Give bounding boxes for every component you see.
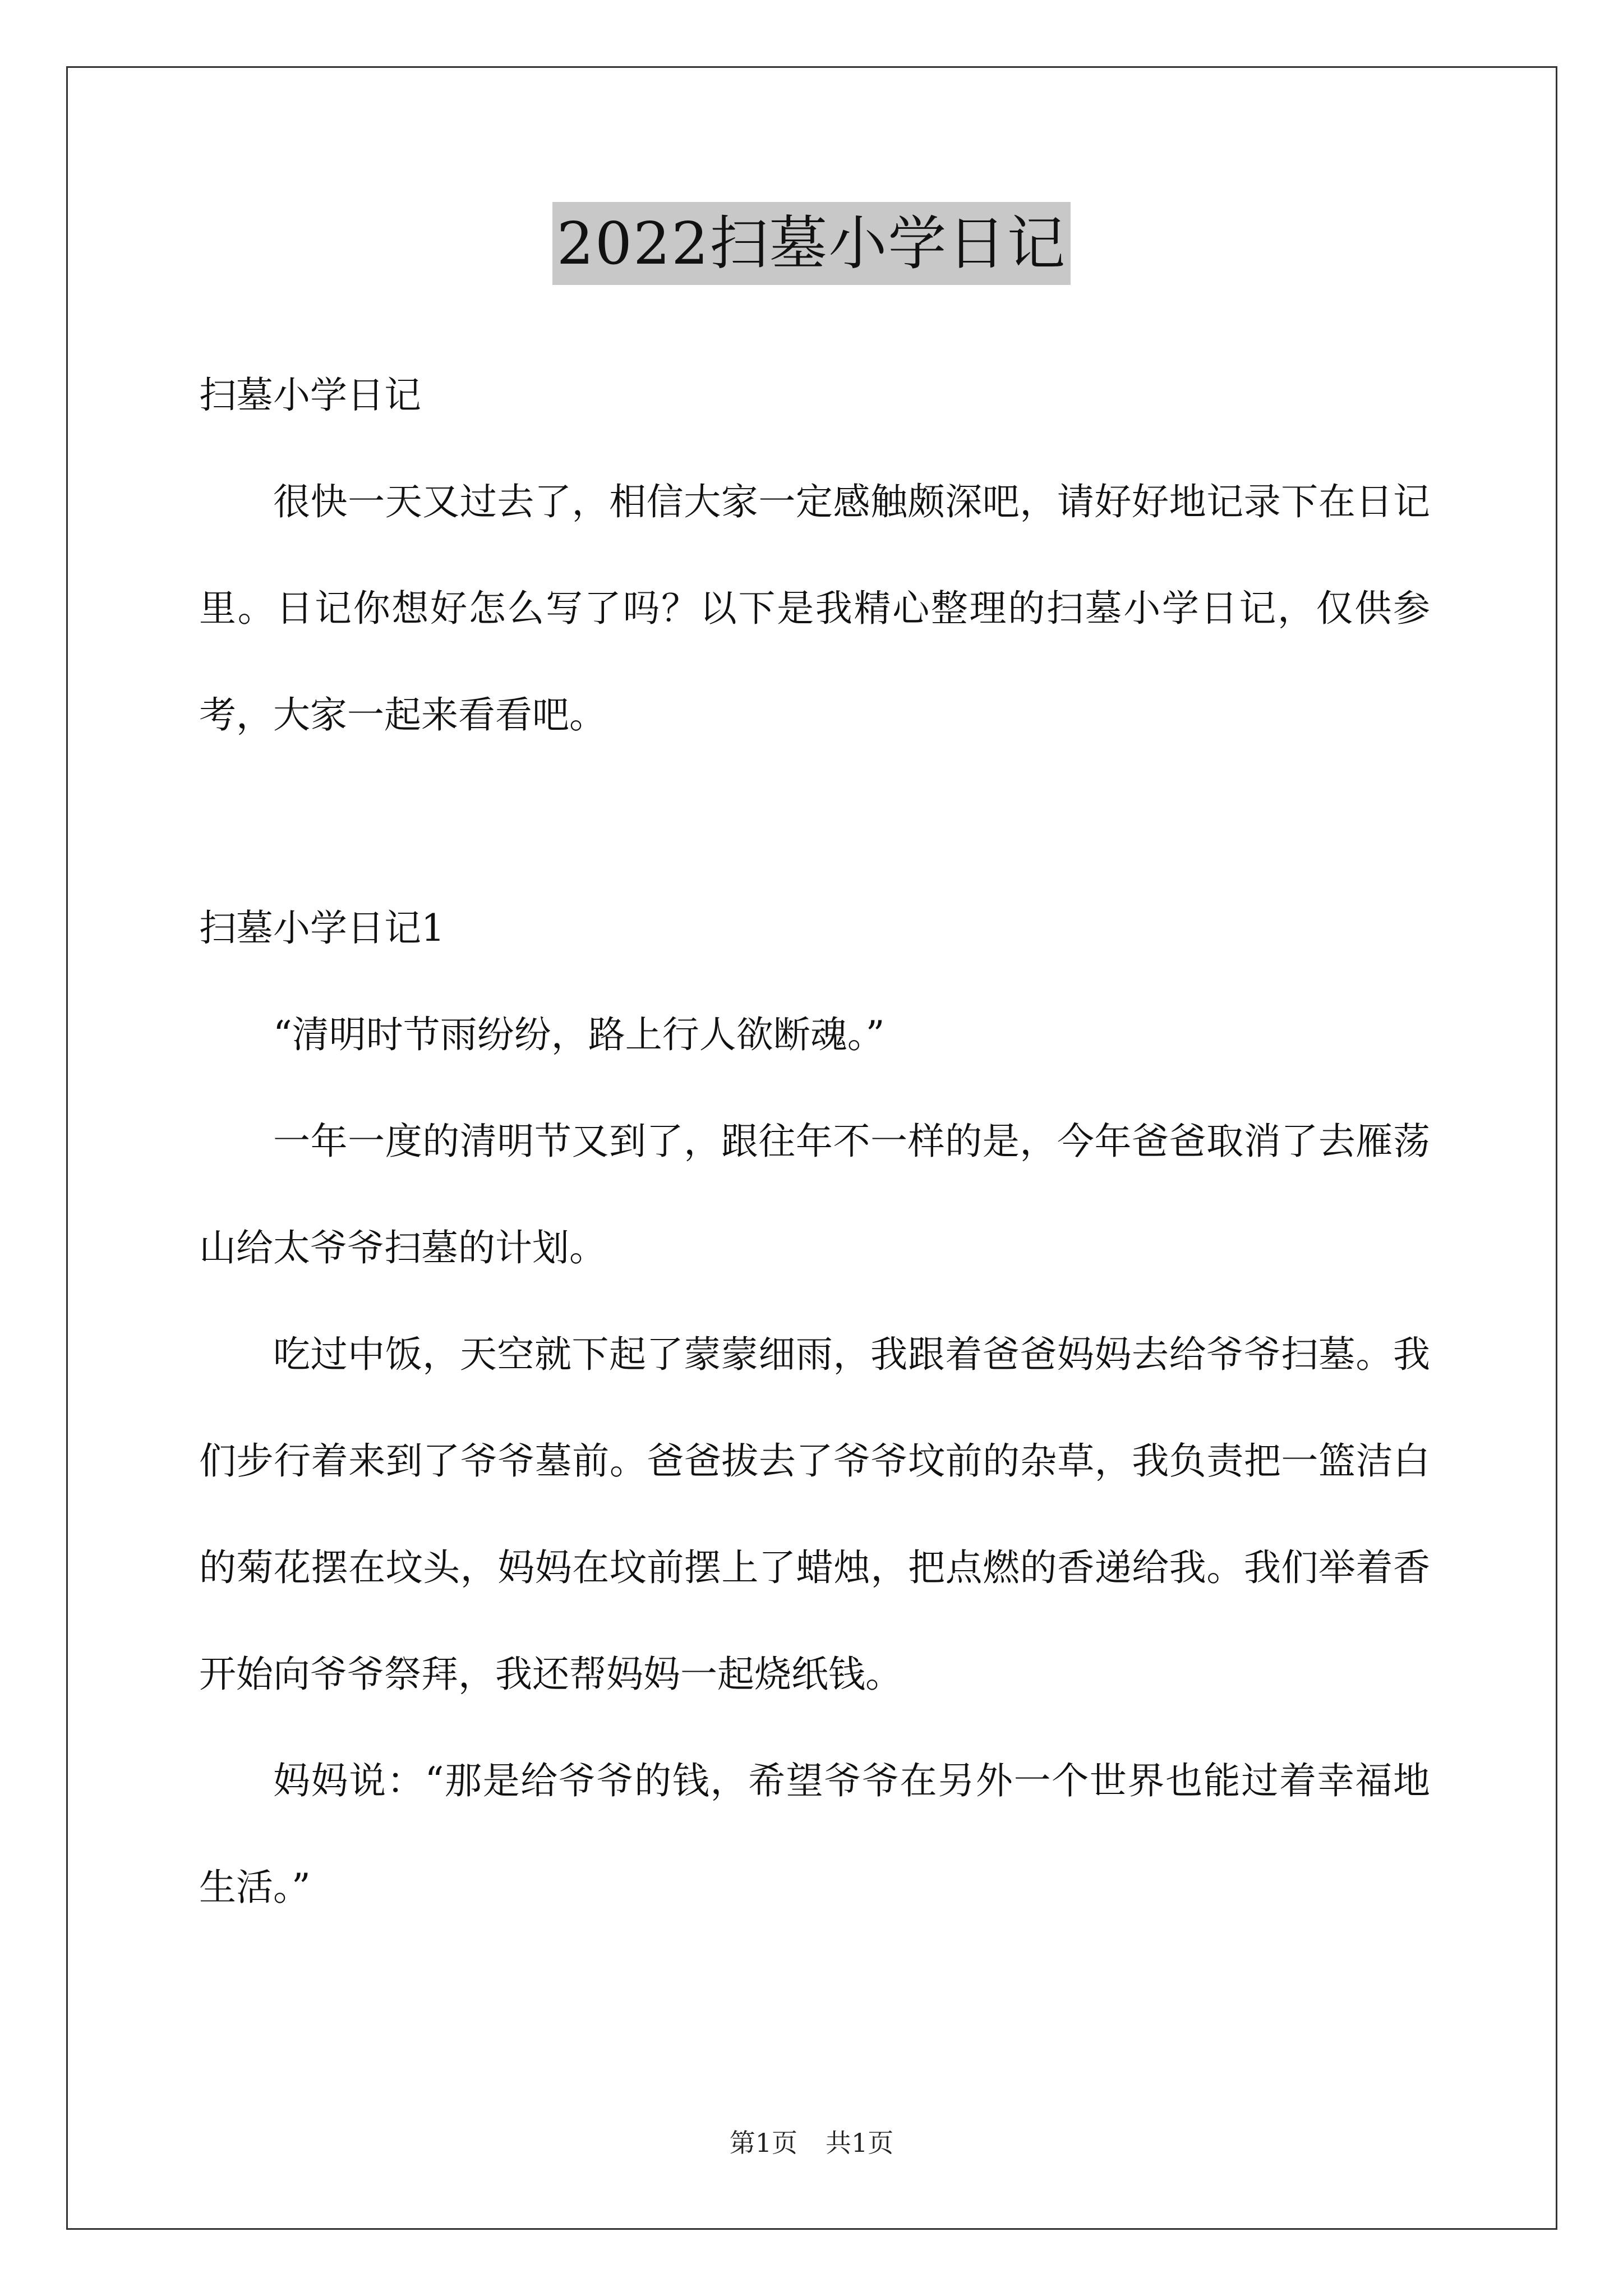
page-number-total: 共1页 <box>826 2128 894 2158</box>
intro-heading: 扫墓小学日记 <box>199 374 421 417</box>
document-title: 2022扫墓小学日记 <box>552 202 1071 285</box>
page-footer <box>0 2126 1623 2160</box>
body-paragraph: 妈妈说：“那是给爷爷的钱，希望爷爷在另外一个世界也能过着幸福地生活。” <box>199 1759 1430 1909</box>
diary-1-heading: 扫墓小学日记1 <box>199 907 445 950</box>
body-paragraph: 吃过中饭，天空就下起了蒙蒙细雨，我跟着爸爸妈妈去给爷爷扫墓。我们步行着来到了爷爷墓前。爸爸拔去了爷爷坟前的杂草，我负责把一篮洁白的菊花摆在坟头，妈妈在坟前摆上了蜡烛，把点燃的香递给我。我们举着香开始向爷爷祭拜，我还帮妈妈一起烧纸钱。 <box>199 1333 1430 1696</box>
title-container <box>0 202 1623 285</box>
document-body <box>199 342 1430 1941</box>
page-number-current: 第1页 <box>729 2128 797 2158</box>
body-paragraph: 一年一度的清明节又到了，跟往年不一样的是，今年爸爸取消了去雁荡山给太爷爷扫墓的计划。 <box>199 1120 1430 1269</box>
intro-paragraph: 很快一天又过去了，相信大家一定感触颇深吧，请好好地记录下在日记里。日记你想好怎么写了吗？以下是我精心整理的扫墓小学日记，仅供参考，大家一起来看看吧。 <box>199 480 1430 737</box>
poem-quote-paragraph: “清明时节雨纷纷，路上行人欲断魂。” <box>273 1013 885 1056</box>
section-spacer <box>199 769 1430 875</box>
